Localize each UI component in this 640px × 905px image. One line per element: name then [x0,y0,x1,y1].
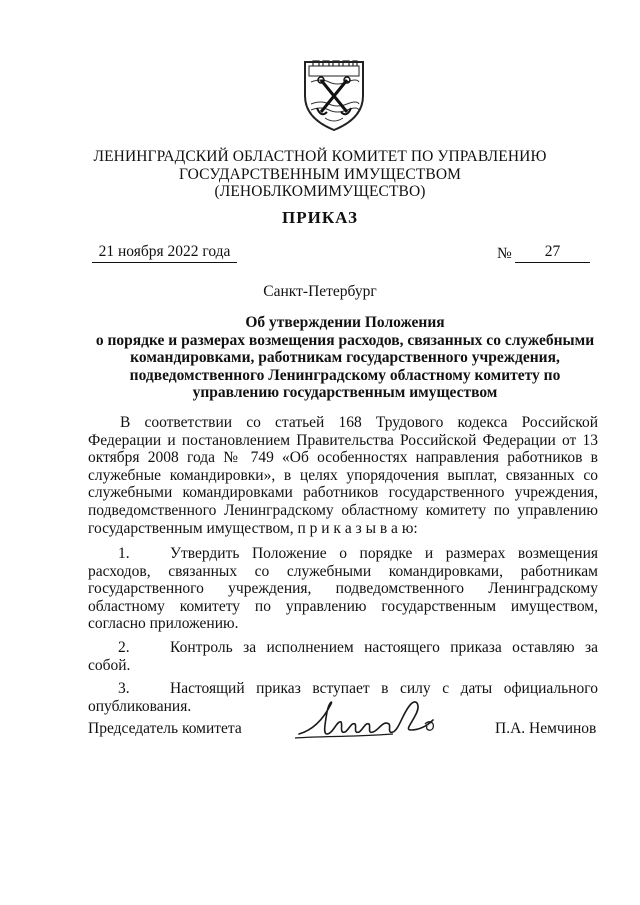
handwritten-signature [293,690,443,750]
order-item [88,545,598,633]
preamble-paragraph: В соответствии со статьей 168 Трудового кодекса Российской Федерации и постановлением Правительства Российской Федерации от 13 октября 2008 года № 749 «Об особенностях направления работников в служебные командировки», в целях упорядочения выплат, связанных со служебными командировками работников государственного учреждения, подведомственного Ленинградскому областному комитету по управлению государственным имуществом, п р и к а з ы в а ю: [88,414,598,537]
subject-line-2: о порядке и размерах возмещения расходов, связанных со служебными [95,331,595,349]
order-number: 27 [515,243,590,263]
item-text: Утвердить Положение о порядке и размерах возмещения расходов, связанных со служебными командировками, работникам государственного учреждения, подведомственного Ленинградскому областному комитету по управлению государственным имуществом, согласно приложению. [88,545,598,633]
subject-line-1: Об утверждении Положения [245,314,445,331]
order-number-label: № [497,245,512,262]
document-type-title: ПРИКАЗ [282,208,358,227]
organization-name [60,148,580,201]
signatory-position: Председатель комитета [88,720,242,737]
subject-line-3: командировками, работникам государственного учреждения, [130,349,560,367]
subject-line-4: подведомственного Ленинградскому областному комитету по [129,366,561,384]
item-number: 3. [118,680,130,698]
item-text: Настоящий приказ вступает в силу с даты официального опубликования. [88,680,598,715]
coat-of-arms-icon [299,52,369,132]
item-text: Контроль за исполнением настоящего приказа оставляю за собой. [88,638,598,674]
org-line-1: ЛЕНИНГРАДСКИЙ ОБЛАСТНОЙ КОМИТЕТ ПО УПРАВЛЕНИЮ [93,148,547,165]
item-number: 2. [118,638,130,656]
signatory-name: П.А. Немчинов [495,720,597,737]
order-subject [84,314,606,402]
org-line-3: (ЛЕНОБЛКОМИМУЩЕСТВО) [214,183,426,200]
subject-line-5: управлению государственным имуществом [192,384,498,402]
order-item [88,639,598,674]
item-number: 1. [118,545,130,562]
org-line-2: ГОСУДАРСТВЕННЫМ ИМУЩЕСТВОМ [178,165,462,183]
city: Санкт-Петербург [263,283,377,300]
order-date: 21 ноября 2022 года [92,243,237,263]
